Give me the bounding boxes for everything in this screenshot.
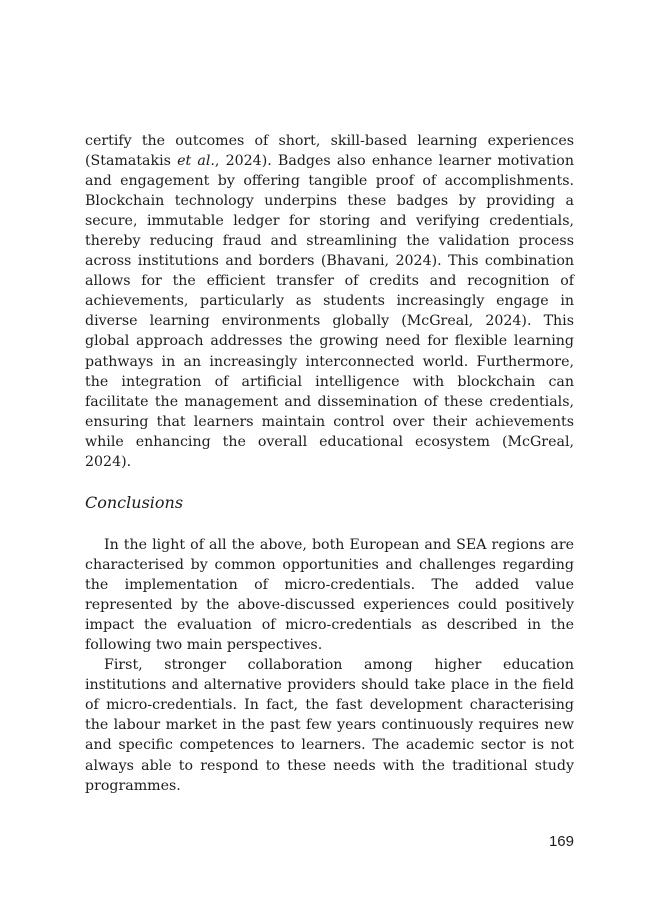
paragraph-1-italic: et al. [177,153,215,170]
paragraph-2: In the light of all the above, both European and SEA regions are characterised by common opportunities and challenges regarding the implementation of micro-credentials. The added value represented by the above-discussed experiences could positively impact the evaluation of micro-credentials as described in the following two main perspectives. [85,537,574,654]
conclusions-body [85,535,574,796]
paragraph-1-text-a: certify the outcomes of short, skill-based learning experiences (Stamatakis [85,133,574,170]
page-number: 169 [548,833,574,850]
paragraph-1-text-b: , 2024). Badges also enhance learner motivation and engagement by offering tangible proof of accomplishments. Blockchain technology underpins these badges by providing a secure, immutable ledger for storing and verifying credentials, thereby reducing fraud and streamlining the validation process across institutions and borders (Bhavani, 2024). This combination allows for the efficient transfer of credits and recognition of achievements, particularly as students increasingly engage in diverse learning environments globally (McGreal, 2024). This global approach addresses the growing need for flexible learning pathways in an increasingly interconnected world. Furthermore, the integration of artificial intelligence with blockchain can facilitate the management and dissemination of these credentials, ensuring that learners maintain control over their achievements while enhancing the overall educational ecosystem (McGreal, 2024). [85,153,574,470]
paragraph-3: First, stronger collaboration among higher education institutions and alternative providers should take place in the field of micro-credentials. In fact, the fast development characterising the labour market in the past few years continuously requires new and specific competences to learners. The academic sector is not always able to respond to these needs with the traditional study programmes. [85,657,574,794]
section-heading-conclusions: Conclusions [85,493,184,512]
body-paragraph-blockchain [85,131,574,472]
paragraph-1 [85,131,574,472]
